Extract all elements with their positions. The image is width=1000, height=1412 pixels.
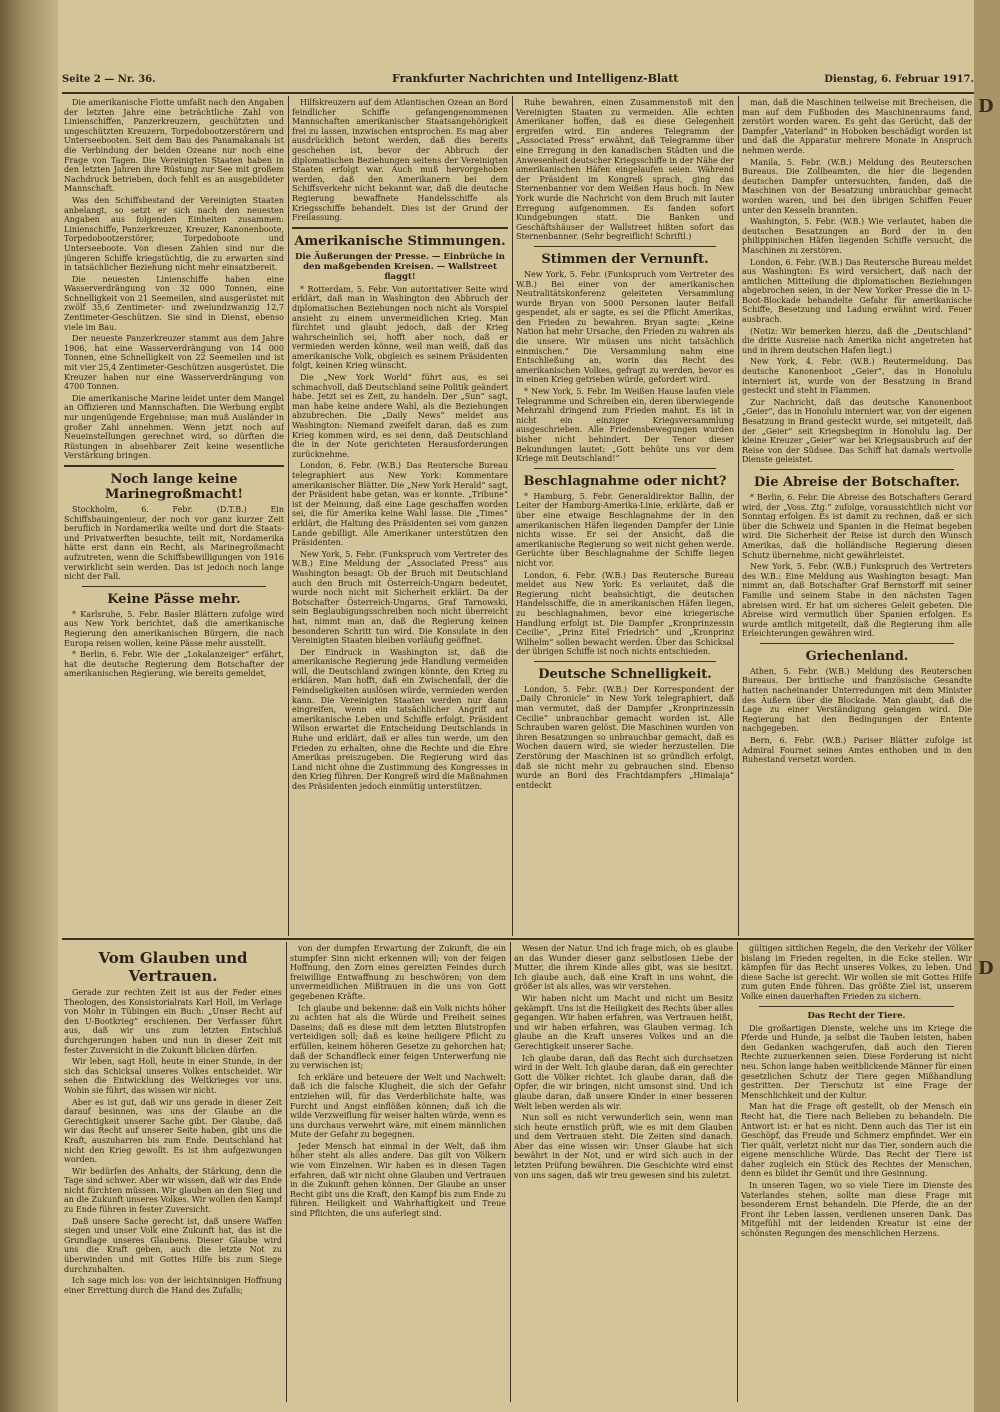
article-paragraph: gültigen sittlichen Regeln, die den Verkehr der Völker bislang im Frieden regelten, in die Ecke stellen. Wir kämpfen für das Recht unseres Volkes, zu leben. Und diese Sache ist gerecht. Wir wollen sie mit Gottes Hilfe zum guten Ende führen. Das größte Ziel ist, unserem Volke einen dauerhaften Frieden zu sichern.	[741, 944, 972, 1001]
article-paragraph: New York, 5. Febr. (Funkspruch vom Vertreter des W.B.) Bei einer von der amerikanischen Neutralitätskonferenz geleiteten Versammlung wurde Bryan von 5000 Personen lauter Beifall gespendet, als er sagte, es sei die Pflicht Amerikas, den Frieden zu bewahren. Bryan sagte: „Keine Nation hat mehr Ursache, den Frieden zu wahren als die unsere. Wir müssen uns nicht tatsächlich einmischen.“ Die Versammlung nahm eine Entschließung an, worin das Recht des amerikanischen Volkes, gefragt zu werden, bevor es in einen Krieg getrieben würde, gefordert wird.	[516, 269, 734, 385]
article-paragraph: Hilfskreuzern auf dem Atlantischen Ozean an Bord feindlicher Schiffe gefangengenommenen Mannschaften amerikanischer Staatsangehörigkeit frei zu lassen, inzwischen entsprochen. Es mag aber ausdrücklich betont werden, daß dies bereits geschehen ist, bevor der Abbruch der diplomatischen Beziehungen seitens der Vereinigten Staaten erfolgt war. Auch muß hervorgehoben werden, daß den Amerikanern bei dem Schiffsverkehr nicht bekannt war, daß die deutsche Regierung bewaffnete Handelsschiffe als Kriegsschiffe behandelt. Dies ist der Grund der Freilassung.	[292, 98, 508, 223]
headline-marinegrossmacht: Noch lange keine Marinegroßmacht!	[104, 471, 244, 502]
article-separator	[64, 465, 284, 467]
column-rule-2	[512, 96, 513, 936]
headline-stimmen-der-vernunft: Stimmen der Vernunft.	[541, 251, 709, 267]
article-paragraph: Ruhe bewahren, einen Zusammenstoß mit den Vereinigten Staaten zu vermeiden. Alle echten Amerikaner hoffen, daß es diese Gelegenheit ergreifen wird. Ein anderes Telegramm der „Associated Press“ erwähnt, daß Telegramme über eine Erregung in den kanadischen Städten und die Anwesenheit deutscher Kriegsschiffe in der Nähe der amerikanischen Häfen eingelaufen seien. Während der Präsident im Kongreß sprach, ging das Sternenbanner vor dem Weißen Haus hoch. In New York wurde die Nachricht von dem Bruch mit lauter Erregung aufgenommen. Es fanden sofort Kundgebungen statt. Die Banken und Geschäftshäuser der Wallstreet hißten sofort das Sternenbanner. (Sehr begreiflich! Schriftl.)	[516, 98, 734, 242]
edge-fragment-top: D	[978, 96, 994, 117]
headline-griechenland: Griechenland.	[805, 648, 909, 664]
column-rule-lower-2	[510, 942, 511, 1402]
article-paragraph: London, 6. Febr. (W.B.) Das Reutersche Bureau meldet aus New York: Es verlautet, daß die Regierung nicht beabsichtigt, die deutschen Handelsschiffe, die in amerikanischen Häfen liegen, zu beschlagnahmen, bevor eine kriegerische Handlung erfolgt ist. Die Dampfer „Kronprinzessin Cecilie“, „Prinz Eitel Friedrich“ und „Kronprinz Wilhelm“ sollen bewacht werden. Über das Schicksal der übrigen Schiffe ist noch nichts entschieden.	[516, 570, 734, 657]
article-paragraph: * Rotterdam, 5. Febr. Von autoritativer Seite wird erklärt, daß man in Washington den Abbruch der diplomatischen Beziehungen noch nicht als Vorspiel ansieht zu einem unvermeidlichen Krieg. Man fürchtet und glaubt jedoch, daß der Krieg wahrscheinlich sei, hofft aber noch, daß er vermieden werden könne, weil man weiß, daß das amerikanische Volk, obgleich es seinem Präsidenten folgt, keinen Krieg wünscht.	[292, 284, 508, 371]
article-paragraph: Daß unsere Sache gerecht ist, daß unsere Waffen siegen und unser Volk eine Zukunft hat, das ist die Grundlage unseres Glaubens. Dieser Glaube wird uns die Kraft geben, auch die letzte Not zu überwinden und mit Gottes Hilfe bis zum Siege durchzuhalten.	[64, 1216, 282, 1274]
article-paragraph: Die „New York World“ führt aus, es sei schmachvoll, daß Deutschland seine Politik geändert habe. Jetzt sei es Zeit, zu handeln. Der „Sun“ sagt, man habe keine andere Wahl, als die Beziehungen abzubrechen. Die „Daily News“ meldet aus Washington: Niemand zweifelt daran, daß es zum Krieg kommen wird, es sei denn, daß Deutschland die in der Note gerichteten Herausforderungen zurücknehme.	[292, 373, 508, 459]
page-header	[62, 70, 974, 92]
article-paragraph: New York, 5. Febr. (W.B.) Funkspruch des Vertreters des W.B.: Eine Meldung aus Washington besagt: Man nimmt an, daß Botschafter Graf Bernstorff mit seiner Familie und seinem Stabe in den nächsten Tagen abreisen wird. Er hat um sicheres Geleit gebeten. Die Abreise wird vermutlich über Spanien erfolgen. Es wurde amtlich mitgeteilt, daß die Regierung ihm alle Erleichterungen gewähren wird.	[742, 562, 972, 639]
headline-recht-der-tiere: Das Recht der Tiere.	[807, 1010, 906, 1021]
column-rule-1	[288, 96, 289, 936]
article-paragraph: Washington, 5. Febr. (W.B.) Wie verlautet, haben die deutschen Besatzungen an Bord der in den philippinischen Häfen liegenden Schiffe versucht, die Maschinen zu zerstören.	[742, 217, 972, 255]
article-paragraph: Bern, 6. Febr. (W.B.) Pariser Blätter zufolge ist Admiral Fournet seines Amtes enthoben und in den Ruhestand versetzt worden.	[742, 736, 972, 765]
article-paragraph: In unseren Tagen, wo so viele Tiere im Dienste des Vaterlandes stehen, sollte man diese Frage mit besonderem Ernst behandeln. Die Pferde, die an der Front ihr Leben lassen, verdienen unseren Dank. Das Mitgefühl mit der leidenden Kreatur ist eine der schönsten Regungen des menschlichen Herzens.	[741, 1181, 972, 1239]
article-paragraph: Was den Schiffsbestand der Vereinigten Staaten anbelangt, so setzt er sich nach den neuesten Angaben aus folgenden Einheiten zusammen: Linienschiffe, Panzerkreuzer, Kreuzer, Kanonenboote, Torpedobootzerstörer, Torpedoboote und Unterseeboote. Von diesen Zahlen sind nur die jüngeren Schiffe kriegstüchtig, die zu erwarten sind in tatsächlicher Beziehung nicht mehr einsatzbereit.	[64, 195, 284, 273]
article-paragraph: Gerade zur rechten Zeit ist aus der Feder eines Theologen, des Konsistorialrats Karl Holl, im Verlage von Mohr in Tübingen ein Buch: „Unser Recht auf den U-Bootkrieg“ erschienen. Der Verfasser führt aus, daß wir uns zum letzten Entschluß durchgerungen haben und nun in dieser Zeit mit fester Zuversicht in die Zukunft blicken dürfen.	[64, 988, 282, 1055]
headline-deutsche-schnelligkeit: Deutsche Schnelligkeit.	[538, 666, 712, 682]
lower-column-3	[514, 944, 733, 1402]
article-paragraph: Die neuesten Linienschiffe haben eine Wasserverdrängung von 32 000 Tonnen, eine Schnelligkeit von 21 Seemeilen, sind ausgerüstet mit zwölf 35,6 Zentimeter- und zweiundzwanzig 12,7 Zentimeter-Geschützen. Sie sind in Dienst, ebenso viele im Bau.	[64, 274, 284, 332]
article-paragraph: von der dumpfen Erwartung der Zukunft, die ein stumpfer Sinn nicht erkennen will; von der feigen Hoffnung, den Zorn eines gereizten Feindes durch freiwillige Entwaffnung zu beschwören; von dem unvermeidlichen Mißtrauen in die uns von Gott gegebenen Kräfte.	[290, 944, 506, 1001]
article-paragraph: man, daß die Maschinen teilweise mit Brecheisen, die man auf dem Fußboden des Maschinenraums fand, zerstört worden waren. Es geht das Gerücht, daß der Dampfer „Vaterland“ in Hoboken beschädigt worden ist und daß die Apparatur mehrere Monate in Anspruch nehmen werde.	[742, 98, 972, 155]
article-paragraph: Die großartigen Dienste, welche uns im Kriege die Pferde und Hunde, ja selbst die Tauben leisten, haben den Gedanken wachgerufen, daß auch den Tieren Rechte zuzuerkennen seien. Diese Forderung ist nicht neu. Schon lange haben weitblickende Männer für einen gesetzlichen Schutz der Tiere gegen Mißhandlung gestritten. Der Tierschutz ist eine Frage der Menschlichkeit und der Kultur.	[741, 1023, 972, 1100]
article-paragraph: Ich glaube daran, daß das Recht sich durchsetzen wird in der Welt. Ich glaube daran, daß ein gerechter Gott die Völker richtet. Ich glaube daran, daß die Opfer, die wir bringen, nicht umsonst sind. Und ich glaube daran, daß unsere Kinder in einer besseren Welt leben werden als wir.	[514, 1053, 733, 1111]
column-2	[292, 98, 508, 936]
column-rule-lower-1	[286, 942, 287, 1402]
article-paragraph: * Berlin, 6. Febr. Wie der „Lokalanzeiger“ erfährt, hat die deutsche Regierung dem Botschafter der amerikanischen Regierung, wie bereits gemeldet,	[64, 650, 284, 679]
lower-column-1	[64, 944, 282, 1402]
page-binding-shadow	[0, 0, 58, 1412]
issue-date: Dienstag, 6. Februar 1917.	[824, 74, 974, 85]
article-separator	[82, 586, 266, 587]
headline-amerikanische-stimmungen: Amerikanische Stimmungen.	[294, 233, 506, 249]
article-separator	[534, 468, 716, 469]
article-paragraph: Der neueste Panzerkreuzer stammt aus dem Jahre 1906, hat eine Wasserverdrängung von 14 000 Tonnen, eine Schnelligkeit von 22 Seemeilen und ist mit vier 25,4 Zentimeter-Geschützen ausgerüstet. Die Kreuzer haben nur eine Wasserverdrängung von 4700 Tonnen.	[64, 334, 284, 392]
header-rule	[62, 92, 974, 94]
article-paragraph: New York, 4. Febr. (W.B.) Reutermeldung. Das deutsche Kanonenboot „Geier“, das in Honolulu interniert ist, wurde von der Besatzung in Brand gesteckt und steht in Flammen.	[742, 357, 972, 396]
column-1	[64, 98, 284, 936]
subheadline-presse: Die Äußerungen der Presse. — Einbrüche in den maßgebenden Kreisen. — Wallstreet flaggt!	[295, 251, 505, 282]
article-paragraph: Athen, 5. Febr. (W.B.) Meldung des Reuterschen Bureaus. Der britische und französische Gesandte hatten nacheinander Unterredungen mit dem Minister des Äußern über die Blockade. Man glaubt, daß die Lage zu einer Verständigung gelangen wird. Die Regierung hat den Bedingungen der Entente nachgegeben.	[742, 666, 972, 734]
article-paragraph: * Karlsruhe, 5. Febr. Basler Blättern zufolge wird aus New York berichtet, daß die amerikanische Regierung den amerikanischen Bürgern, die nach Europa reisen wollen, keine Pässe mehr ausstellt.	[64, 609, 284, 648]
headline-vom-glauben: Vom Glauben und Vertrauen.	[98, 949, 248, 985]
article-paragraph: Man hat die Frage oft gestellt, ob der Mensch ein Recht hat, die Tiere nach Belieben zu behandeln. Die Antwort ist: er hat es nicht. Denn auch das Tier ist ein Geschöpf, das Freude und Schmerz empfindet. Wer ein Tier quält, verletzt nicht nur das Tier, sondern auch die eigene menschliche Würde. Das Recht der Tiere ist daher zugleich ein Stück des Rechtes der Menschen, denn es bildet ihr Gemüt und ihre Gesinnung.	[741, 1102, 972, 1179]
section-divider	[62, 938, 974, 940]
article-paragraph: Die amerikanische Flotte umfaßt nach den Angaben der letzten Jahre eine beträchtliche Zahl von Linienschiffen, Panzerkreuzern, geschützten und ungeschützten Kreuzern, Torpedobootzerstörern und Unterseebooten. Seit dem Bau des Panamakanals ist die Verbindung der beiden Ozeane nur noch eine Frage von Tagen. Die Vereinigten Staaten haben in den letzten Jahren ihre Rüstung zur See mit großem Nachdruck betrieben, doch fehlt es an ausgebildeter Mannschaft.	[64, 98, 284, 194]
article-paragraph: Ich glaube und bekenne: daß ein Volk nichts höher zu achten hat als die Würde und Freiheit seines Daseins; daß es diese mit dem letzten Blutstropfen verteidigen soll; daß es keine heiligere Pflicht zu erfüllen, keinem höheren Gesetze zu gehorchen hat; daß der Schandfleck einer feigen Unterwerfung nie zu verwischen ist;	[290, 1003, 506, 1071]
article-paragraph: Die amerikanische Marine leidet unter dem Mangel an Offizieren und Mannschaften. Die Werbung ergibt nur ungenügende Ergebnisse; man muß Ausländer in großer Zahl annehmen. Wenn jetzt noch auf Neueinstellungen gerechnet wird, so dürften die Rüstungen in absehbarer Zeit keine wesentliche Verstärkung bringen.	[64, 393, 284, 461]
headline-beschlagnahme: Beschlagnahme oder nicht?	[523, 473, 727, 489]
article-paragraph: London, 6. Febr. (W.B.) Das Reutersche Bureau telegraphiert aus New York: Kommentare amerikanischer Blätter. Die „New York Herald“ sagt, der Präsident habe getan, was er konnte. „Tribune“ ist der Meinung, daß eine Lage geschaffen worden sei, die für Amerika keine Wahl lasse. Die „Times“ erklärt, die Haltung des Präsidenten sei vom ganzen Lande gebilligt. Alle Amerikaner unterstützen den Präsidenten.	[292, 461, 508, 548]
headline-keine-paesse: Keine Pässe mehr.	[107, 591, 241, 607]
column-3	[516, 98, 734, 936]
article-paragraph: Der Eindruck in Washington ist, daß die amerikanische Regierung jede Handlung vermeiden will, die Deutschland zwingen könnte, den Krieg zu erklären. Man hofft, daß ein Zwischenfall, der die Feindseligkeiten auslösen würde, vermieden werden kann. Die Vereinigten Staaten werden nur dann eingreifen, wenn ein tatsächlicher Angriff auf amerikanische Leben und Schiffe erfolgt. Präsident Wilson erwartet die Entscheidung Deutschlands in Ruhe und erklärt, daß er alles tun werde, um den Frieden zu erhalten, ohne die Rechte und die Ehre Amerikas preiszugeben. Die Regierung wird das Land nicht ohne die Zustimmung des Kongresses in den Krieg führen. Der Kongreß wird die Maßnahmen des Präsidenten jedoch einmütig unterstützen.	[292, 647, 508, 791]
article-paragraph: Ich erkläre und beteuere der Welt und Nachwelt: daß ich die falsche Klugheit, die sich der Gefahr entziehen will, für das Verderblichste halte, was Furcht und Angst einflößen können; daß ich die wilde Verzweiflung für weiser halten würde, wenn es uns durchaus verwehrt wäre, mit einem männlichen Mute der Gefahr zu begegnen.	[290, 1072, 506, 1140]
article-paragraph: Jeder Mensch hat einmal in der Welt, daß ihm höher steht als alles andere. Das gilt von Völkern wie vom Einzelnen. Wir haben es in diesen Tagen erfahren, daß wir nicht ohne Glauben und Vertrauen in die Zukunft gehen können. Der Glaube an unser Recht gibt uns die Kraft, den Kampf bis zum Ende zu führen. Heiligkeit und Wahrhaftigkeit und Treue sind Pflichten, die uns auferlegt sind.	[290, 1141, 506, 1219]
adjacent-page-edge	[974, 0, 1000, 1412]
article-paragraph: Aber es ist gut, daß wir uns gerade in dieser Zeit darauf besinnen, was uns der Glaube an die Gerechtigkeit unserer Sache gibt. Der Glaube, daß wir das Recht auf unserer Seite haben, gibt uns die Kraft, auszuharren bis zum Ende. Deutschland hat nicht den Krieg gewollt. Es ist ihm aufgezwungen worden.	[64, 1097, 282, 1165]
article-separator	[534, 246, 716, 247]
article-paragraph: * Hamburg, 5. Febr. Generaldirektor Ballin, der Leiter der Hamburg-Amerika-Linie, erklärte, daß er über eine etwaige Beschlagnahme der in den amerikanischen Häfen liegenden Dampfer der Linie nichts wisse. Er sei der Ansicht, daß die amerikanische Regierung so weit nicht gehen werde. Gerüchte über Beschlagnahme der Schiffe liegen nicht vor.	[516, 491, 734, 568]
column-4	[742, 98, 972, 936]
article-paragraph: Manila, 5. Febr. (W.B.) Meldung des Reuterschen Bureaus. Die Zollbeamten, die hier die liegenden deutschen Dampfer untersuchten, fanden, daß die Maschinen von der Besatzung unbrauchbar gemacht worden waren, und bei den übrigen Schiffen Feuer unter den Kesseln brannten.	[742, 157, 972, 215]
article-paragraph: Ich sage mich los: von der leichtsinnigen Hoffnung einer Errettung durch die Hand des Zufalls;	[64, 1276, 282, 1295]
article-separator	[760, 469, 954, 470]
article-paragraph: London, 5. Febr. (W.B.) Der Korrespondent der „Daily Chronicle“ in New York telegraphiert, daß man vermutet, daß der Dampfer „Kronprinzessin Cecilie“ unbrauchbar gemacht worden ist. Alle Schrauben waren gelöst. Die Maschinen wurden von ihren Besatzungen so unbrauchbar gemacht, daß es Wochen dauern wird, sie wieder herzustellen. Die Zerstörung der Maschinen ist so gründlich erfolgt, daß sie nicht mehr zu gebrauchen sind. Ebenso wurde an Bord des Frachtdampfers „Himalaja“ entdeckt	[516, 684, 734, 790]
article-separator	[759, 1006, 954, 1007]
article-separator	[760, 643, 954, 644]
column-rule-lower-3	[737, 942, 738, 1402]
edge-fragment-lower: D	[978, 958, 994, 979]
lower-column-2	[290, 944, 506, 1402]
article-paragraph: Wesen der Natur. Und ich frage mich, ob es glaube an das Wunder dieser ganz selbstlosen Liebe der Mutter, die ihrem Kinde alles gibt, was sie besitzt. Ich glaube auch, daß eine Kraft in uns wohnt, die größer ist als alles, was wir verstehen.	[514, 944, 733, 992]
article-paragraph: Wir leben, sagt Holl, heute in einer Stunde, in der sich das Schicksal unseres Volkes entscheidet. Wir sehen die Entwicklung des Weltkrieges vor uns. Wohin sie führt, das wissen wir nicht.	[64, 1057, 282, 1095]
article-paragraph: * New York, 5. Febr. Im Weißen Hause laufen viele Telegramme und Schreiben ein, deren überwiegende Mehrzahl dringend zum Frieden mahnt. Es ist in nicht ein einziger Kriegsversammlung ausgeschrieben. Alle Friedensbewegungen wurden bisher nicht behindert. Der Tenor dieser Bekundungen lautet: „Gott behüte uns vor dem Kriege mit Deutschland!“	[516, 387, 734, 464]
article-paragraph: New York, 5. Febr. (Funkspruch vom Vertreter des W.B.) Eine Meldung der „Associated Press“ aus Washington besagt: Ob der Bruch mit Deutschland auch den Bruch mit Österreich-Ungarn bedeutet, wurde noch nicht mit Sicherheit erklärt. Da der Botschafter Österreich-Ungarns, Graf Tarnowski, sein Beglaubigungsschreiben noch nicht überreicht hat, nimmt man an, daß die Regierung keinen besonderen Schritt tun wird. Die Konsulate in den Vereinigten Staaten bleiben vorläufig geöffnet.	[292, 549, 508, 646]
article-paragraph: Nun soll es nicht verwunderlich sein, wenn man sich heute ernstlich prüft, wie es mit dem Glauben und dem Vertrauen steht. Die Zeiten sind danach. Aber das eine wissen wir: Unser Glaube hat sich bewährt in der Not, und er wird sich auch in der letzten Prüfung bewähren. Die Geschichte wird einst von uns sagen, daß wir treu gewesen sind bis zuletzt.	[514, 1113, 733, 1180]
article-paragraph: Wir bedürfen des Anhalts, der Stärkung, denn die Tage sind schwer. Aber wir wissen, daß wir das Ende nicht fürchten müssen. Wir glauben an den Sieg und an die Zukunft unseres Volkes. Wir wollen den Kampf zu Ende führen in fester Zuversicht.	[64, 1166, 282, 1215]
column-rule-3	[738, 96, 739, 936]
lower-column-4	[741, 944, 972, 1402]
article-paragraph: Stockholm, 6. Febr. (D.T.B.) Ein Schiffsbauingenieur, der noch vor ganz kurzer Zeit beruflich in Nordamerika weilte und dort die Staats- und Privatwerften besuchte, teilt mit, Nordamerika hätte erst dann ein Recht, als Marinegroßmacht aufzutreten, wenn die Schiffsbewilligungen von 1916 verwirklicht sein werden. Das ist jedoch noch lange nicht der Fall.	[64, 504, 284, 582]
article-paragraph: Wir haben nicht um Macht und nicht um Besitz gekämpft. Uns ist die Heiligkeit des Rechts über alles gegangen. Wir haben erfahren, was Vertrauen heißt, und wir haben erfahren, was Glauben vermag. Ich glaube an die Kraft unseres Volkes und an die Gerechtigkeit unserer Sache.	[514, 993, 733, 1051]
article-paragraph: (Notiz: Wir bemerken hierzu, daß die „Deutschland“ die dritte Ausreise nach Amerika nicht angetreten hat und in ihrem deutschen Hafen liegt.)	[742, 326, 972, 355]
page-number: Seite 2 — Nr. 36.	[62, 74, 156, 85]
headline-abreise-botschafter: Die Abreise der Botschafter.	[754, 474, 960, 490]
article-separator	[534, 661, 716, 662]
article-paragraph: * Berlin, 6. Febr. Die Abreise des Botschafters Gerard wird, der „Voss. Ztg.“ zufolge, voraussichtlich nicht vor Sonntag erfolgen. Es ist damit zu rechnen, daß er sich über die Schweiz und Spanien in die Heimat begeben wird. Die Sicherheit der Reise ist durch den Wunsch Amerikas, daß die holländische Regierung diesen Schutz übernehme, nicht gewährleistet.	[742, 492, 972, 560]
article-paragraph: Zur Nachricht, daß das deutsche Kanonenboot „Geier“, das in Honolulu interniert war, von der eigenen Besatzung in Brand gesteckt wurde, sei mitgeteilt, daß der „Geier“ seit Kriegsbeginn in Honolulu lag. Der kleine Kreuzer „Geier“ war bei Kriegsausbruch auf der Reise von der Südsee. Das Schiff hat damals wertvolle Dienste geleistet.	[742, 397, 972, 465]
article-separator	[292, 227, 508, 229]
newspaper-title: Frankfurter Nachrichten und Intelligenz-Blatt	[392, 72, 679, 85]
article-paragraph: London, 6. Febr. (W.B.) Das Reutersche Bureau meldet aus Washington: Es wird versichert, daß nach der amtlichen Mitteilung die diplomatischen Beziehungen abgebrochen seien, in der New Yorker Presse die in U-Boot-Blockade behandelte Gefahr für amerikanische Schiffe, Besetzung und Ladung erwähnt wird. Feuer ausbrach.	[742, 257, 972, 325]
